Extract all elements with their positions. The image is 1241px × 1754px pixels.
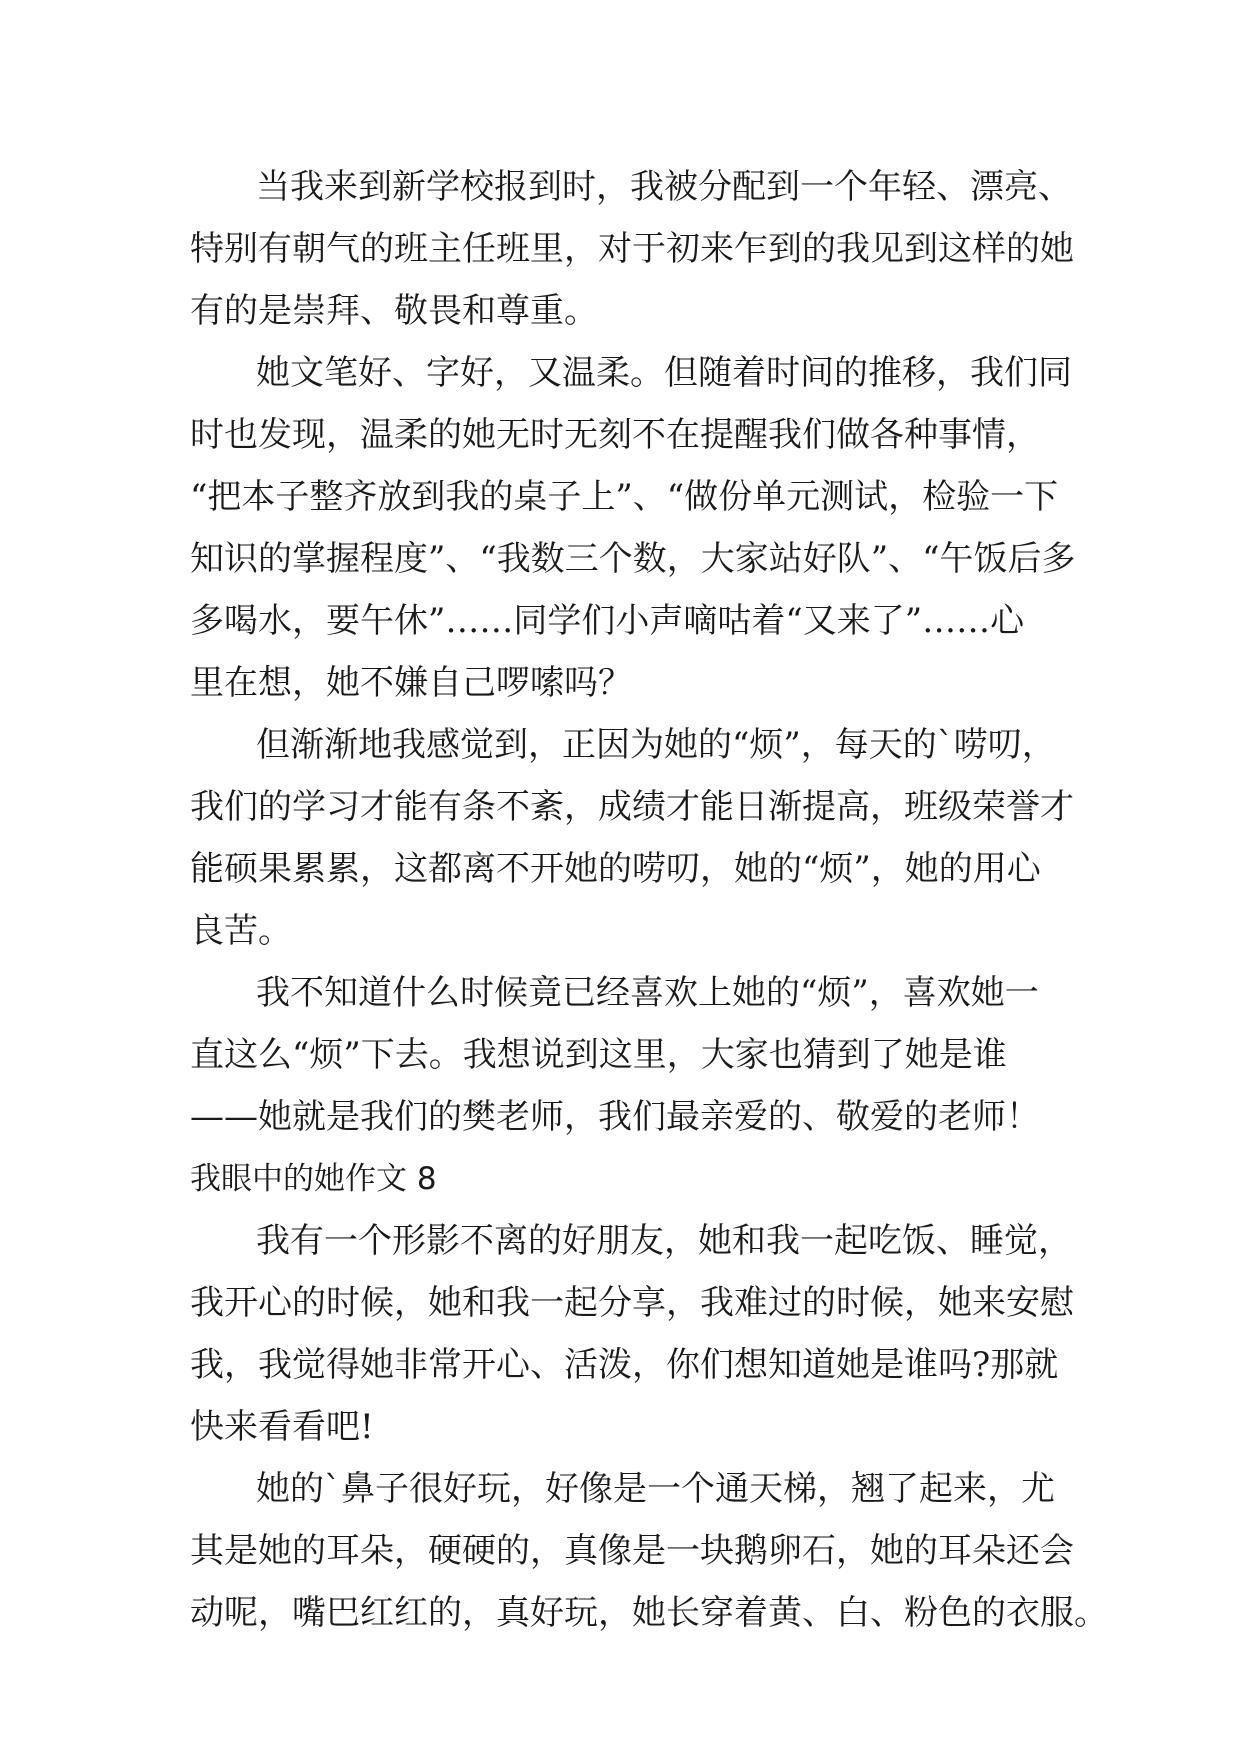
paragraph-6-line-2: 其是她的耳朵，硬硬的，真像是一块鹅卵石，她的耳朵还会: [190, 1531, 1074, 1571]
paragraph-6-line-1: 她的`鼻子很好玩，好像是一个通天梯，翘了起来，尤: [256, 1469, 1055, 1509]
paragraph-2-line-3: “把本子整齐放到我的桌子上”、“做份单元测试，检验一下: [190, 477, 1059, 517]
paragraph-3-line-2: 我们的学习才能有条不紊，成绩才能日渐提高，班级荣誉才: [190, 787, 1074, 827]
paragraph-2-line-4: 知识的掌握程度”、“我数三个数，大家站好队”、“午饭后多: [190, 539, 1076, 579]
paragraph-4-line-3: ——她就是我们的樊老师，我们最亲爱的、敬爱的老师！: [190, 1097, 1040, 1137]
paragraph-4-line-1: 我不知道什么时候竟已经喜欢上她的“烦”，喜欢她一: [256, 973, 1039, 1013]
paragraph-3-line-3: 能硕果累累，这都离不开她的唠叨，她的“烦”，她的用心: [190, 849, 1041, 889]
paragraph-4-line-2: 直这么“烦”下去。我想说到这里，大家也猜到了她是谁: [190, 1035, 1007, 1075]
section-title: 我眼中的她作文 8: [190, 1161, 437, 1197]
paragraph-2-line-6: 里在想，她不嫌自己啰嗦吗？: [190, 663, 632, 703]
paragraph-5-line-4: 快来看看吧!: [190, 1407, 374, 1447]
paragraph-1-line-2: 特别有朝气的班主任班里，对于初来乍到的我见到这样的她: [190, 229, 1074, 269]
paragraph-5-line-1: 我有一个形影不离的好朋友，她和我一起吃饭、睡觉，: [256, 1221, 1072, 1261]
paragraph-5-line-3: 我，我觉得她非常开心、活泼，你们想知道她是谁吗?那就: [190, 1345, 1059, 1385]
paragraph-5-line-2: 我开心的时候，她和我一起分享，我难过的时候，她来安慰: [190, 1283, 1074, 1323]
paragraph-2-line-5: 多喝水，要午休”……同学们小声嘀咕着“又来了”……心: [190, 601, 1025, 641]
paragraph-1-line-1: 当我来到新学校报到时，我被分配到一个年轻、漂亮、: [256, 167, 1072, 207]
paragraph-1-line-3: 有的是崇拜、敬畏和尊重。: [190, 291, 598, 331]
paragraph-3-line-1: 但渐渐地我感觉到，正因为她的“烦”，每天的`唠叨，: [256, 725, 1056, 765]
essay-body: [190, 156, 1108, 1644]
paragraph-3-line-4: 良苦。: [190, 911, 292, 951]
paragraph-6-line-3: 动呢，嘴巴红红的，真好玩，她长穿着黄、白、粉色的衣服。: [190, 1593, 1108, 1633]
paragraph-2-line-2: 时也发现，温柔的她无时无刻不在提醒我们做各种事情，: [190, 415, 1040, 455]
paragraph-2-line-1: 她文笔好、字好，又温柔。但随着时间的推移，我们同: [256, 353, 1072, 393]
